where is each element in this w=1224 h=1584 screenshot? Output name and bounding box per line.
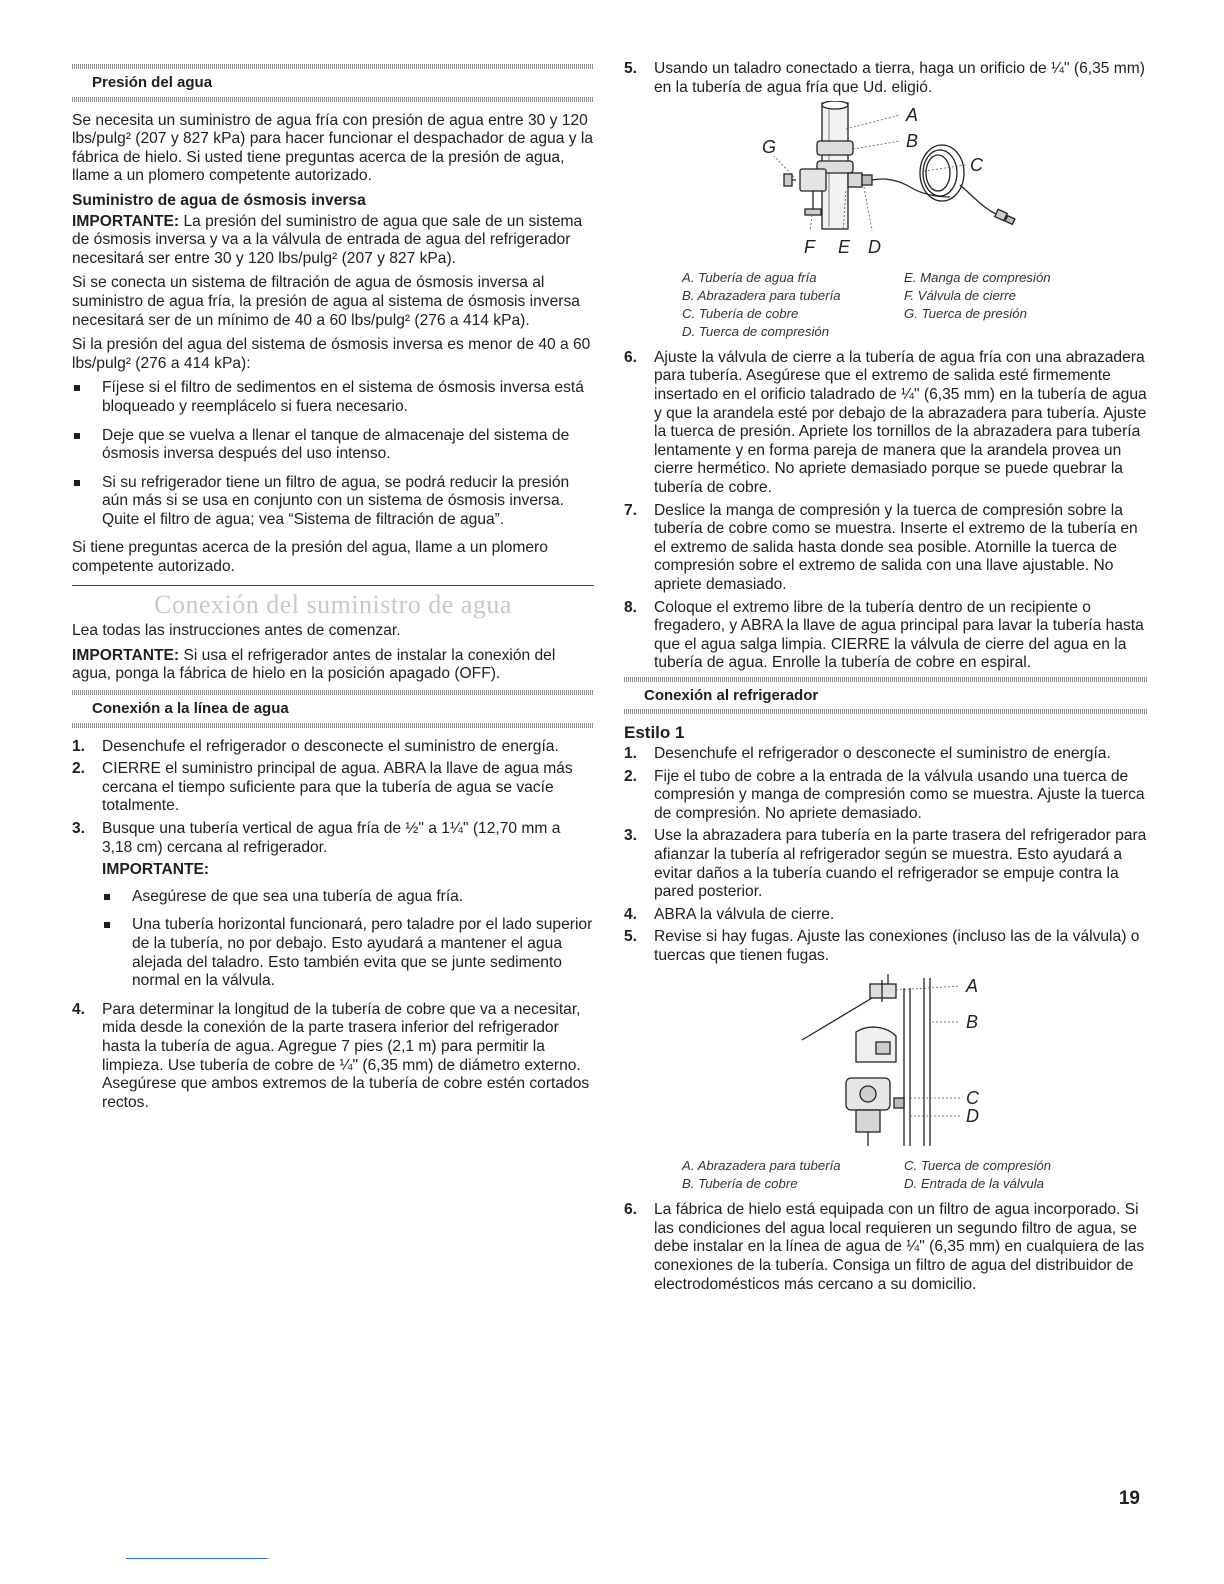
list-item: Deje que se vuelva a llenar el tanque de almacenaje del sistema de ósmosis inversa después del uso intenso. (72, 427, 594, 464)
legend-column (682, 1157, 892, 1193)
legend-item: G. Tuerca de presión (904, 305, 1027, 321)
valve-inlet-figure (624, 970, 1148, 1154)
section-divider (72, 585, 594, 586)
callout-label-d: D (868, 237, 881, 258)
step-text: Para determinar la longitud de la tubería de cobre que va a necesitar, mida desde la conexión de la parte trasera inferior del refrigerador hasta la tubería de agua. Agregue 7 pies (2,1 m) para permitir la limpieza. Use tubería de cobre de ¼" (6,35 mm) de diámetro externo. Asegúrese que ambos extremos de la tubería de cobre estén cortados rectos. (102, 1000, 590, 1111)
step-item (72, 738, 594, 757)
step-number: 5. (624, 60, 638, 77)
valve-steps (624, 349, 1148, 673)
step-item (72, 820, 594, 991)
valve-inlet-illustration (624, 970, 1148, 1148)
fridge-steps (624, 745, 1148, 966)
step-text: Desenchufe el refrigerador o desconecte el suministro de energía. (654, 745, 1111, 763)
read-instructions: Lea todas las instrucciones antes de comenzar. (72, 622, 401, 640)
ro-paragraph-3: Si tiene preguntas acerca de la presión del agua, llame a un plomero competente autorizado. (72, 539, 548, 576)
step-text: CIERRE el suministro principal de agua. ABRA la llave de agua más cercana el tiempo suficiente para que la tubería de agua se vacíe totalmente. (102, 760, 573, 815)
step-item (624, 349, 1148, 498)
legend-item: D. Entrada de la válvula (904, 1176, 1045, 1192)
callout-label-b: B (906, 131, 919, 152)
ro-important-text: La presión del suministro de agua que sale de un sistema de ósmosis inversa y va a la válvula de entrada de agua del refrigerador necesitará ser entre 30 y 120 lbs/pulg² (207 y 827 kPa). (72, 212, 583, 267)
legend-item: A. Abrazadera para tubería (682, 1158, 841, 1174)
legend-item: C. Tuerca de compresión (904, 1158, 1052, 1174)
step-text: Deslice la manga de compresión y la tuerca de compresión sobre la tubería de cobre como se muestra. Inserte el extremo de la tubería en el extremo de salida hasta donde sea posible. Atornille la tuerca de compresión sobre el extremo de salida con una llave ajustable. No apriete demasiado. (654, 501, 1138, 593)
step-item (624, 827, 1148, 901)
callout-label-a: A (966, 975, 979, 996)
water-pressure-paragraph: Se necesita un suministro de agua fría con presión de agua entre 30 y 120 lbs/pulg² (207 y 827 kPa) para hacer funcionar el despachador de agua y la fábrica de hielo. Si usted tiene preguntas acerca de la presión de agua, llame a un plomero competente autorizado. (72, 111, 593, 185)
step-text: Ajuste la válvula de cierre a la tubería de agua fría con una abrazadera para tubería. Asegúrese que el extremo de salida esté firmemente insertado en el orificio taladrado de ¼" (6,35 mm) en la tubería de agua y que la arandela esté por debajo de la abrazadera para tubería. Ajuste la tuerca de presión. Apriete los tornillos de la abrazadera para tubería lentamente y en forma pareja de manera que la arandela provea un cierre hermético. No apriete demasiado porque se puede quebrar la tubería de cobre. (654, 348, 1147, 496)
step-number: 2. (624, 767, 638, 785)
important-label: IMPORTANTE: (72, 212, 180, 230)
callout-label-f: F (804, 237, 815, 258)
ro-paragraph-1: Si se conecta un sistema de filtración de agua de ósmosis inversa al suministro de agua fría, la presión de agua al sistema de ósmosis inversa necesitará ser de un mínimo de 40 a 60 lbs/pulg² (276 a 414 kPa). (72, 274, 580, 329)
figure2-legend (682, 1157, 1148, 1193)
callout-label-d: D (966, 1105, 979, 1126)
step-text: Fije el tubo de cobre a la entrada de la válvula usando una tuerca de compresión y manga de compresión como se muestra. Ajuste la tuerca de compresión. No apriete demasiado. (654, 767, 1145, 822)
legend-column (904, 269, 1124, 341)
step-text: Busque una tubería vertical de agua fría de ½" a 1¼" (12,70 mm a 3,18 cm) cercana al refrigerador. (102, 820, 561, 856)
list-item: Si su refrigerador tiene un filtro de agua, se podrá reducir la presión aún más si se usa en conjunto con un sistema de ósmosis inversa. Quite el filtro de agua; vea “Sistema de filtración de agua”. (72, 474, 594, 530)
step-item (624, 906, 1148, 925)
step-number: 2. (72, 760, 86, 778)
step-item (624, 745, 1148, 764)
step-number: 5. (624, 928, 638, 946)
legend-item: B. Abrazadera para tubería (682, 287, 841, 303)
callout-label-g: G (762, 137, 777, 158)
legend-column (682, 269, 892, 341)
step-item (624, 502, 1148, 595)
step-number: 1. (624, 745, 638, 763)
step-bullet-list (102, 888, 594, 991)
callout-label-a: A (906, 105, 919, 126)
step-text: ABRA la válvula de cierre. (654, 905, 835, 923)
water-line-header (72, 690, 594, 728)
legend-item: F. Válvula de cierre (904, 287, 1016, 303)
step-text: Desenchufe el refrigerador o desconecte el suministro de energía. (102, 737, 559, 755)
ro-important-paragraph (72, 213, 594, 269)
important-label: IMPORTANTE: (72, 646, 180, 664)
drill-steps (624, 60, 1148, 97)
fridge-connection-heading: Conexión al refrigerador (644, 686, 819, 704)
step-item (624, 1201, 1148, 1294)
page-number: 19 (1118, 1488, 1140, 1509)
ro-paragraph-2: Si la presión del agua del sistema de ósmosis inversa es menor de 40 a 60 lbs/pulg² (276 a 414 kPa): (72, 336, 591, 372)
step-number: 6. (624, 348, 638, 366)
step-number: 4. (72, 1000, 86, 1018)
list-item: Asegúrese de que sea una tubería de agua fría. (102, 888, 594, 907)
left-column (72, 60, 594, 1116)
style-heading: Estilo 1 (624, 723, 685, 743)
step-number: 3. (624, 827, 638, 845)
list-item: Fíjese si el filtro de sedimentos en el sistema de ósmosis inversa está bloqueado y reemplácelo si fuera necesario. (72, 379, 594, 416)
callout-label-c: C (970, 155, 983, 176)
section-title: Conexión del suministro de agua (154, 589, 512, 619)
step-number: 4. (624, 905, 638, 923)
ro-bullet-list (72, 379, 594, 529)
step-text: Usando un taladro conectado a tierra, haga un orificio de ¼" (6,35 mm) en la tubería de agua fría que Ud. eligió. (654, 60, 1145, 96)
figure1-legend (682, 269, 1148, 341)
footer-line (126, 1558, 268, 1559)
step-number: 6. (624, 1201, 638, 1219)
step-item (72, 1001, 594, 1113)
water-pressure-heading: Presión del agua (92, 74, 213, 91)
hatch-rule (72, 97, 594, 102)
callout-label-b: B (966, 1011, 979, 1032)
step-item (72, 760, 594, 816)
hatch-rule (624, 709, 1148, 714)
step-number: 7. (624, 501, 638, 519)
legend-item: A. Tubería de agua fría (682, 269, 817, 285)
step-text: La fábrica de hielo está equipada con un filtro de agua incorporado. Si las condiciones del agua local requieren un segundo filtro de agua, se debe instalar en la línea de agua de ¼" (6,35 mm) en cualquiera de las conexiones de la tubería. Consiga un filtro de agua del distribuidor de electrodomésticos más cercano a su domicilio. (654, 1201, 1145, 1293)
step-text: Use la abrazadera para tubería en la parte trasera del refrigerador para afianzar la tubería al refrigerador según se muestra. Esto ayudará a evitar daños a la tubería cuando el refrigerador se empuje contra la pared posterior. (654, 827, 1147, 901)
step-text: Revise si hay fugas. Ajuste las conexiones (incluso las de la válvula) o tuercas que tienen fugas. (654, 928, 1140, 964)
shutoff-valve-illustration (624, 101, 1148, 259)
callout-label-e: E (838, 237, 851, 258)
step-item (624, 60, 1148, 97)
water-line-steps (72, 738, 594, 1113)
fridge-connection-header (624, 677, 1148, 715)
legend-column (904, 1157, 1124, 1193)
connection-important-text: Si usa el refrigerador antes de instalar la conexión del agua, ponga la fábrica de hielo en la posición apagado (OFF). (72, 646, 556, 683)
step-item (624, 768, 1148, 824)
step-number: 8. (624, 598, 638, 616)
step-item (624, 599, 1148, 673)
step-item (624, 928, 1148, 965)
legend-item: C. Tubería de cobre (682, 305, 799, 321)
legend-item: E. Manga de compresión (904, 269, 1051, 285)
filter-steps (624, 1201, 1148, 1294)
connection-important-paragraph (72, 647, 594, 684)
list-item: Una tubería horizontal funcionará, pero taladre por el lado superior de la tubería, no por debajo. Esto ayudará a mantener el agua alejada del taladro. Esto también evita que se junte sedimento normal en la válvula. (102, 916, 594, 990)
shutoff-valve-figure (624, 101, 1148, 265)
step-text: Coloque el extremo libre de la tubería dentro de un recipiente o fregadero, y ABRA la llave de agua principal para lavar la tubería hasta que el agua salga limpia. CIERRE la válvula de cierre del agua en la tubería de agua. Enrolle la tubería de cobre en espiral. (654, 598, 1144, 672)
right-column (624, 60, 1148, 1298)
step-number: 3. (72, 820, 86, 837)
water-pressure-header (72, 64, 594, 102)
legend-item: D. Tuerca de compresión (682, 323, 830, 339)
hatch-rule (72, 723, 594, 728)
ro-heading: Suministro de agua de ósmosis inversa (72, 191, 366, 209)
water-line-heading: Conexión a la línea de agua (92, 700, 289, 718)
step-number: 1. (72, 737, 86, 755)
callout-label-c: C (966, 1087, 979, 1108)
step-important-label: IMPORTANTE: (102, 861, 210, 879)
legend-item: B. Tubería de cobre (682, 1176, 798, 1192)
